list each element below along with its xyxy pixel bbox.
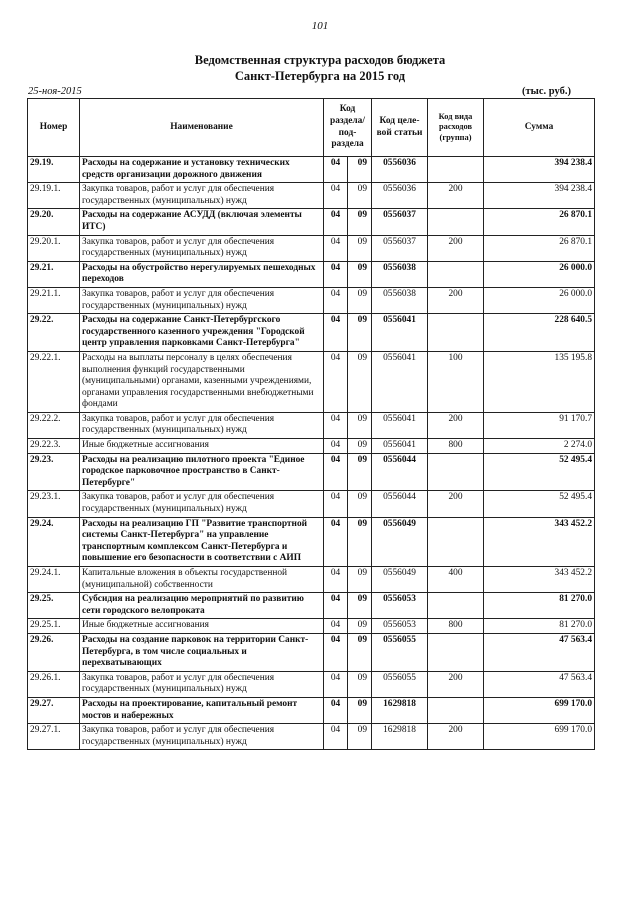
table-row [28,183,595,209]
row-number: 29.24. [28,517,80,566]
row-article: 0556036 [372,183,428,209]
row-number: 29.22.3. [28,439,80,454]
row-expense-type: 800 [428,439,484,454]
row-article: 0556036 [372,157,428,183]
row-sum: 394 238.4 [484,157,595,183]
row-name: Расходы на выплаты персоналу в целях обеспечения выполнения функций государственными (муниципальными) органами, казенными учреждениями, органами управления государственными внебюджетными фондами [80,351,324,412]
row-article: 0556041 [372,314,428,352]
row-section: 04 [324,491,348,517]
header-article: Код целе-вой статьи [372,99,428,157]
header-name: Наименование [80,99,324,157]
row-expense-type: 200 [428,671,484,697]
row-sum: 81 270.0 [484,619,595,634]
row-name: Закупка товаров, работ и услуг для обеспечения государственных (муниципальных) нужд [80,671,324,697]
row-subsection: 09 [348,453,372,491]
row-article: 0556041 [372,439,428,454]
row-article: 0556055 [372,671,428,697]
row-number: 29.21. [28,261,80,287]
table-row [28,724,595,750]
row-name: Расходы на создание парковок на территории Санкт-Петербурга, в том числе социальных и перехватывающих [80,633,324,671]
row-sum: 52 495.4 [484,491,595,517]
row-expense-type: 100 [428,351,484,412]
row-number: 29.20. [28,209,80,235]
row-expense-type [428,157,484,183]
row-sum: 26 870.1 [484,235,595,261]
row-sum: 47 563.4 [484,633,595,671]
row-subsection: 09 [348,439,372,454]
row-section: 04 [324,453,348,491]
row-article: 0556037 [372,209,428,235]
row-name: Расходы на реализацию ГП "Развитие транспортной системы Санкт-Петербурга" на управление транспортным комплексом Санкт-Петербурга и повышение его безопасности в соответствии с АИП [80,517,324,566]
page-title [0,52,640,84]
row-expense-type [428,633,484,671]
row-section: 04 [324,287,348,313]
row-section: 04 [324,697,348,723]
row-expense-type [428,453,484,491]
row-subsection: 09 [348,697,372,723]
table-row [28,453,595,491]
row-name: Расходы на содержание и установку технических средств организации дорожного движения [80,157,324,183]
row-expense-type: 200 [428,724,484,750]
table-header-row [28,99,595,157]
table-row [28,517,595,566]
title-line-1: Ведомственная структура расходов бюджета [194,53,446,67]
row-sum: 394 238.4 [484,183,595,209]
table-row [28,287,595,313]
title-line-2: Санкт-Петербурга на 2015 год [234,69,406,83]
row-expense-type: 200 [428,235,484,261]
row-name: Иные бюджетные ассигнования [80,619,324,634]
table-row [28,567,595,593]
row-article: 0556044 [372,453,428,491]
row-subsection: 09 [348,209,372,235]
row-name: Закупка товаров, работ и услуг для обеспечения государственных (муниципальных) нужд [80,287,324,313]
row-sum: 2 274.0 [484,439,595,454]
row-section: 04 [324,439,348,454]
table-row [28,491,595,517]
row-article: 0556053 [372,593,428,619]
row-number: 29.22.2. [28,412,80,438]
row-sum: 91 170.7 [484,412,595,438]
table-row [28,697,595,723]
page-number: 101 [311,20,329,32]
row-section: 04 [324,619,348,634]
row-subsection: 09 [348,183,372,209]
row-sum: 343 452.2 [484,517,595,566]
row-name: Закупка товаров, работ и услуг для обеспечения государственных (муниципальных) нужд [80,724,324,750]
table-row [28,314,595,352]
row-expense-type [428,517,484,566]
row-subsection: 09 [348,412,372,438]
report-date: 25-ноя-2015 [28,86,82,97]
row-section: 04 [324,209,348,235]
row-sum: 343 452.2 [484,567,595,593]
row-section: 04 [324,724,348,750]
row-sum: 699 170.0 [484,724,595,750]
row-article: 0556044 [372,491,428,517]
row-name: Закупка товаров, работ и услуг для обеспечения государственных (муниципальных) нужд [80,235,324,261]
table-row [28,633,595,671]
row-sum: 26 870.1 [484,209,595,235]
header-section: Код раздела/ под-раздела [324,99,372,157]
budget-table [27,98,595,750]
row-number: 29.19.1. [28,183,80,209]
row-article: 1629818 [372,724,428,750]
row-number: 29.23.1. [28,491,80,517]
row-article: 0556037 [372,235,428,261]
row-name: Субсидия на реализацию мероприятий по развитию сети городского велопроката [80,593,324,619]
row-section: 04 [324,235,348,261]
row-section: 04 [324,517,348,566]
row-number: 29.21.1. [28,287,80,313]
row-section: 04 [324,314,348,352]
row-subsection: 09 [348,235,372,261]
table-row [28,157,595,183]
table-row [28,261,595,287]
row-subsection: 09 [348,491,372,517]
table-row [28,235,595,261]
row-number: 29.23. [28,453,80,491]
row-sum: 228 640.5 [484,314,595,352]
row-expense-type [428,314,484,352]
row-article: 0556038 [372,261,428,287]
row-section: 04 [324,351,348,412]
header-sum: Сумма [484,99,595,157]
header-number: Номер [28,99,80,157]
row-name: Закупка товаров, работ и услуг для обеспечения государственных (муниципальных) нужд [80,412,324,438]
row-section: 04 [324,593,348,619]
row-subsection: 09 [348,633,372,671]
row-article: 1629818 [372,697,428,723]
row-sum: 52 495.4 [484,453,595,491]
row-subsection: 09 [348,351,372,412]
row-name: Капитальные вложения в объекты государственной (муниципальной) собственности [80,567,324,593]
row-expense-type [428,261,484,287]
row-article: 0556049 [372,517,428,566]
row-subsection: 09 [348,671,372,697]
table-row [28,619,595,634]
row-number: 29.25. [28,593,80,619]
row-name: Расходы на обустройство нерегулируемых пешеходных переходов [80,261,324,287]
row-article: 0556038 [372,287,428,313]
row-section: 04 [324,671,348,697]
row-expense-type [428,593,484,619]
row-subsection: 09 [348,517,372,566]
row-expense-type: 200 [428,287,484,313]
row-article: 0556041 [372,412,428,438]
row-article: 0556055 [372,633,428,671]
units-label: (тыс. руб.) [522,86,571,97]
table-row [28,439,595,454]
row-article: 0556049 [372,567,428,593]
row-sum: 26 000.0 [484,261,595,287]
table-row [28,412,595,438]
table-row [28,209,595,235]
row-subsection: 09 [348,261,372,287]
row-subsection: 09 [348,724,372,750]
row-number: 29.27. [28,697,80,723]
row-expense-type: 400 [428,567,484,593]
row-expense-type: 800 [428,619,484,634]
row-number: 29.22. [28,314,80,352]
row-article: 0556041 [372,351,428,412]
table-row [28,351,595,412]
row-sum: 81 270.0 [484,593,595,619]
row-section: 04 [324,261,348,287]
row-section: 04 [324,567,348,593]
row-name: Расходы на содержание АСУДД (включая элементы ИТС) [80,209,324,235]
row-number: 29.24.1. [28,567,80,593]
table-body [28,157,595,750]
row-subsection: 09 [348,567,372,593]
row-number: 29.26. [28,633,80,671]
row-name: Закупка товаров, работ и услуг для обеспечения государственных (муниципальных) нужд [80,491,324,517]
row-name: Расходы на проектирование, капитальный ремонт мостов и набережных [80,697,324,723]
row-subsection: 09 [348,287,372,313]
row-section: 04 [324,412,348,438]
row-subsection: 09 [348,314,372,352]
row-section: 04 [324,183,348,209]
row-name: Закупка товаров, работ и услуг для обеспечения государственных (муниципальных) нужд [80,183,324,209]
row-expense-type: 200 [428,412,484,438]
row-section: 04 [324,157,348,183]
row-article: 0556053 [372,619,428,634]
row-subsection: 09 [348,593,372,619]
row-expense-type: 200 [428,183,484,209]
row-sum: 699 170.0 [484,697,595,723]
row-name: Расходы на реализацию пилотного проекта "Единое городское парковочное пространство в Санкт-Петербурге" [80,453,324,491]
table-row [28,593,595,619]
row-expense-type [428,697,484,723]
row-name: Расходы на содержание Санкт-Петербургского государственного казенного учреждения "Городской центр управления парковками Санкт-Петербурга" [80,314,324,352]
row-expense-type: 200 [428,491,484,517]
row-sum: 47 563.4 [484,671,595,697]
header-expense-type: Код вида расходов (группа) [428,99,484,157]
row-number: 29.27.1. [28,724,80,750]
row-sum: 135 195.8 [484,351,595,412]
row-number: 29.25.1. [28,619,80,634]
row-subsection: 09 [348,619,372,634]
row-number: 29.19. [28,157,80,183]
row-number: 29.22.1. [28,351,80,412]
row-expense-type [428,209,484,235]
row-sum: 26 000.0 [484,287,595,313]
row-number: 29.26.1. [28,671,80,697]
row-section: 04 [324,633,348,671]
row-number: 29.20.1. [28,235,80,261]
row-name: Иные бюджетные ассигнования [80,439,324,454]
row-subsection: 09 [348,157,372,183]
table-row [28,671,595,697]
